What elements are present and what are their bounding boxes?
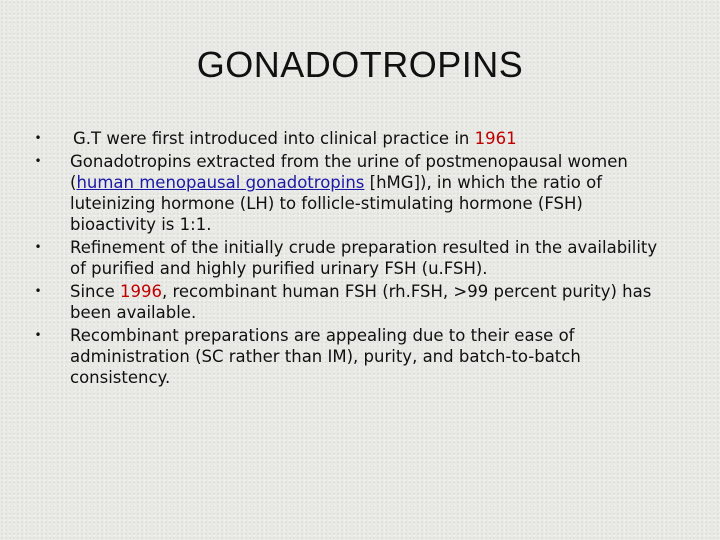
bullet-item — [34, 237, 670, 279]
bullet-item — [34, 281, 670, 323]
bullet-item — [34, 128, 670, 149]
bullet-text: , recombinant human FSH (rh.FSH, >99 percent purity) has been available. — [70, 282, 652, 322]
bullet-text: [hMG]), in which the ratio of luteinizing hormone (LH) to follicle-stimulating hormone (FSH) bioactivity is 1:1. — [70, 173, 603, 234]
bullet-list — [34, 128, 670, 390]
bullet-icon: • — [34, 240, 42, 254]
year-highlight: 1996 — [119, 282, 162, 301]
bullet-text: Recombinant preparations are appealing due to their ease of administration (SC rather than IM), purity, and batch-to-batch consistency. — [70, 326, 581, 387]
bullet-text: Refinement of the initially crude preparation resulted in the availability of purified and highly purified urinary FSH (u.FSH). — [70, 238, 658, 278]
year-highlight: 1961 — [474, 129, 517, 148]
bullet-icon: • — [34, 131, 42, 145]
bullet-icon: • — [34, 284, 42, 298]
bullet-text: Gonadotropins extracted from the urine of postmenopausal women ( — [70, 152, 628, 192]
bullet-text: G.T were first introduced into clinical practice in — [73, 129, 475, 148]
slide-title: GONADOTROPINS — [196, 44, 524, 85]
bullet-item — [34, 325, 670, 388]
bullet-item — [34, 151, 670, 235]
bullet-icon: • — [34, 154, 42, 168]
bullet-text: Since — [70, 282, 120, 301]
bullet-icon: • — [34, 328, 42, 342]
hmg-link[interactable]: human menopausal gonadotropins — [76, 173, 365, 192]
